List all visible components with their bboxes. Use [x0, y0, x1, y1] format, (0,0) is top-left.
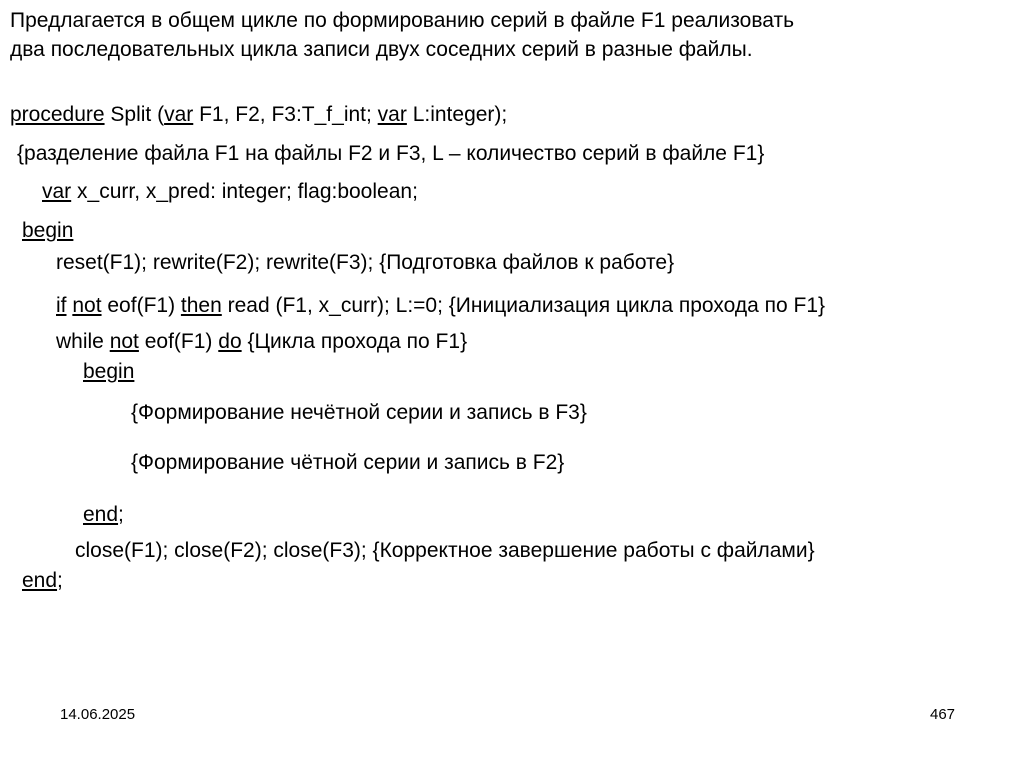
code-text: eof(F1) — [138, 330, 219, 353]
code-line-procedure-comment — [17, 141, 764, 167]
keyword-not: not — [72, 294, 102, 317]
code-text: Split ( — [104, 103, 165, 126]
code-text: {разделение файла F1 на файлы F2 и F3, L – количество серий в файле F1} — [17, 142, 765, 165]
code-text: close(F1); close(F2); close(F3); {Корректное завершение работы с файлами} — [75, 539, 815, 562]
keyword-begin: begin — [83, 360, 135, 383]
code-text: L:integer); — [406, 103, 508, 126]
footer-date: 14.06.2025 — [60, 706, 136, 723]
code-text: read (F1, x_curr); L:=0; {Инициализация цикла прохода по F1} — [221, 294, 826, 317]
code-text: {Формирование чётной серии и запись в F2} — [131, 451, 565, 474]
code-text: eof(F1) — [101, 294, 181, 317]
code-text: {Формирование нечётной серии и запись в F3} — [131, 401, 587, 424]
code-line-while-loop — [56, 329, 467, 355]
code-line-inner-end — [83, 502, 124, 528]
code-text: F1, F2, F3:T_f_int; — [193, 103, 378, 126]
code-text: ; — [57, 569, 63, 592]
code-line-begin — [22, 218, 73, 244]
code-line-if-not-eof — [56, 293, 825, 319]
code-text: ; — [118, 503, 124, 526]
keyword-do: do — [218, 330, 242, 353]
keyword-end: end — [83, 503, 119, 526]
code-text: x_curr, x_pred: integer; flag:boolean; — [71, 180, 418, 203]
keyword-var: var — [42, 180, 72, 203]
code-line-var-declaration — [42, 179, 418, 205]
code-line-close-files — [75, 538, 815, 564]
code-line-procedure-header — [10, 102, 507, 128]
code-line-reset-rewrite — [56, 250, 674, 276]
keyword-not: not — [109, 330, 139, 353]
keyword-then: then — [180, 294, 222, 317]
keyword-end: end — [22, 569, 58, 592]
code-line-inner-begin — [83, 359, 134, 385]
code-line-end — [22, 568, 63, 594]
code-line-odd-series-comment — [131, 400, 587, 426]
footer-page-number: 467 — [930, 706, 956, 723]
keyword-if: if — [56, 294, 67, 317]
code-text: while — [56, 330, 110, 353]
keyword-var: var — [164, 103, 194, 126]
code-text: {Цикла прохода по F1} — [241, 330, 468, 353]
keyword-procedure: procedure — [10, 103, 105, 126]
keyword-begin: begin — [22, 219, 74, 242]
code-line-even-series-comment — [131, 450, 564, 476]
intro-text — [10, 6, 1010, 64]
intro-line-2: два последовательных цикла записи двух соседних серий в разные файлы. — [10, 38, 753, 61]
intro-line-1: Предлагается в общем цикле по формированию серий в файле F1 реализовать — [10, 9, 795, 32]
keyword-var: var — [377, 103, 407, 126]
code-text: reset(F1); rewrite(F2); rewrite(F3); {Подготовка файлов к работе} — [56, 251, 675, 274]
